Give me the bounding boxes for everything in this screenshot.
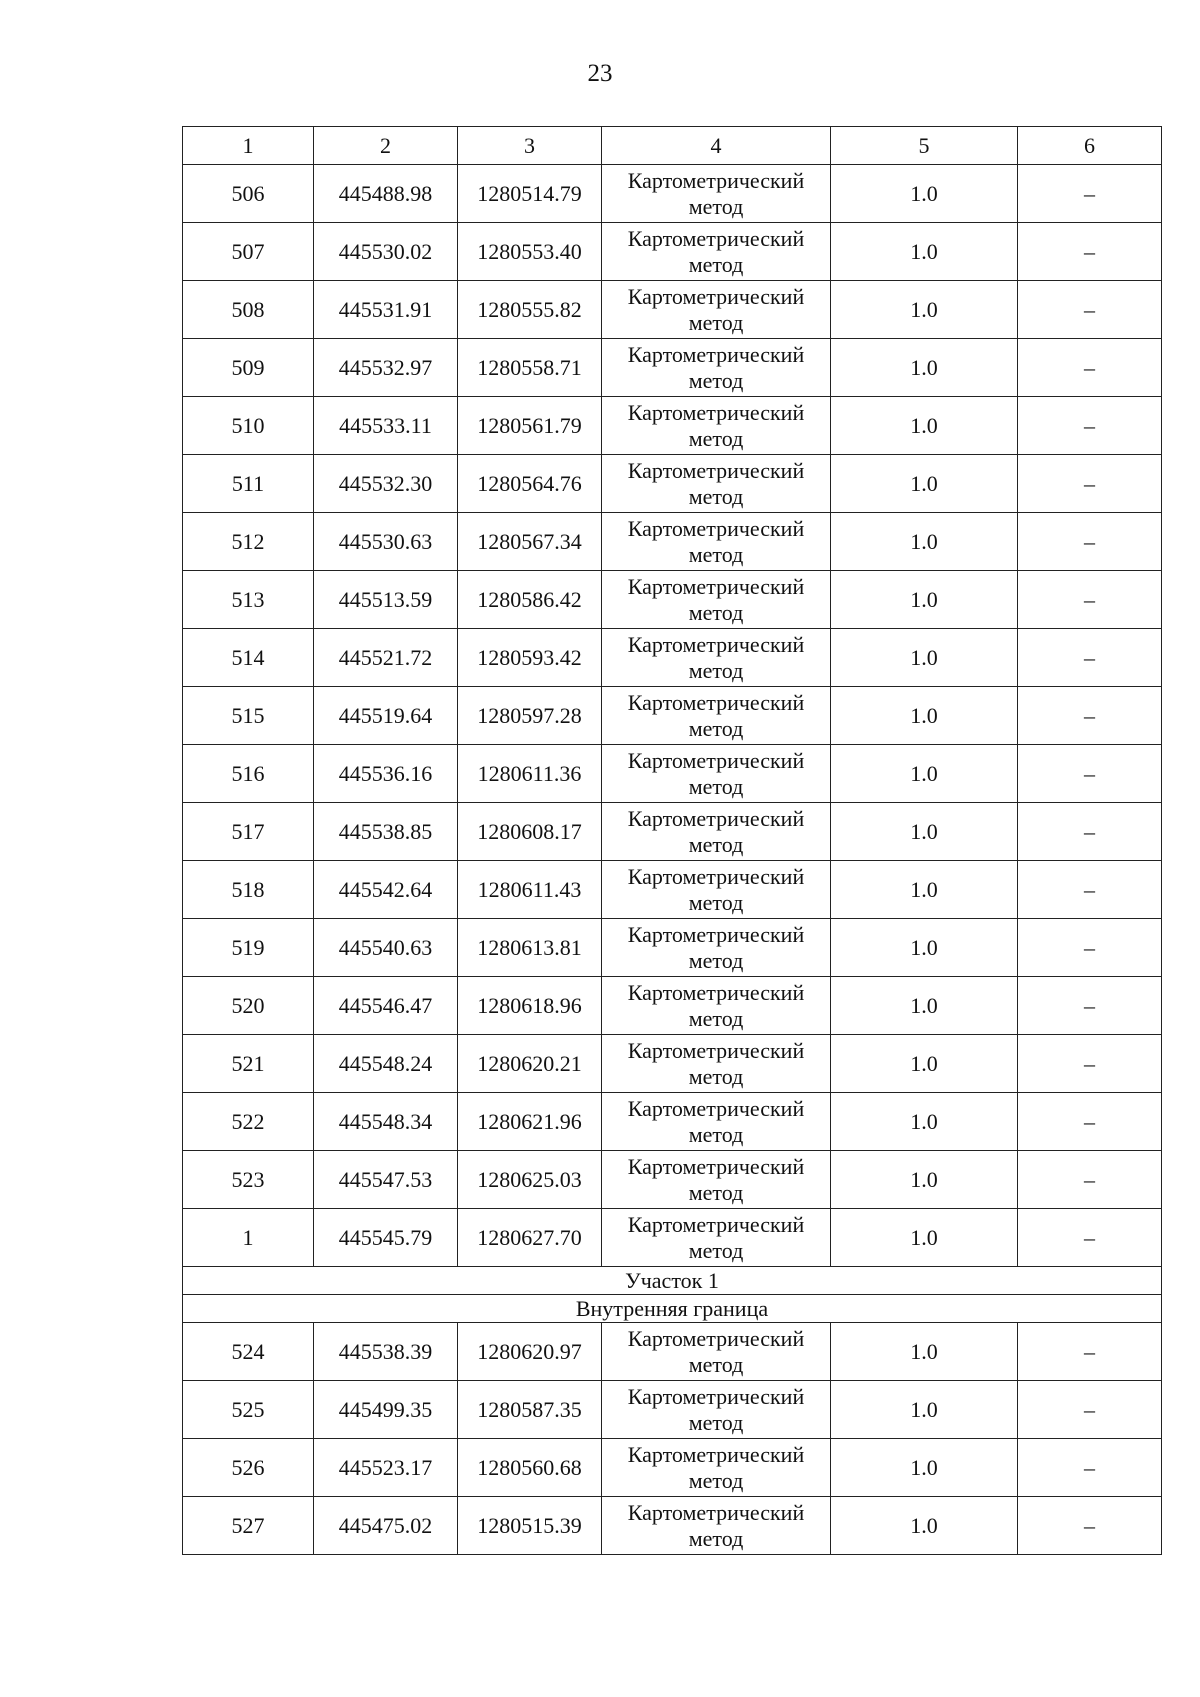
point-number: 527 bbox=[183, 1497, 314, 1555]
coordinate-x: 445521.72 bbox=[314, 629, 458, 687]
coordinate-x: 445548.24 bbox=[314, 1035, 458, 1093]
point-number: 522 bbox=[183, 1093, 314, 1151]
point-number: 1 bbox=[183, 1209, 314, 1267]
coordinate-y: 1280560.68 bbox=[458, 1439, 602, 1497]
coordinate-x: 445547.53 bbox=[314, 1151, 458, 1209]
method-line-1: Картометрический bbox=[627, 342, 805, 367]
note-value: – bbox=[1018, 861, 1162, 919]
coordinate-x: 445530.02 bbox=[314, 223, 458, 281]
method-line-2: метод bbox=[688, 832, 744, 857]
note-value: – bbox=[1018, 1323, 1162, 1381]
method-line-1: Картометрический bbox=[627, 516, 805, 541]
point-number: 512 bbox=[183, 513, 314, 571]
table-row bbox=[183, 223, 1162, 281]
column-header: 4 bbox=[602, 127, 831, 165]
column-header: 1 bbox=[183, 127, 314, 165]
note-value: – bbox=[1018, 455, 1162, 513]
accuracy-value: 1.0 bbox=[831, 1035, 1018, 1093]
coordinate-x: 445488.98 bbox=[314, 165, 458, 223]
accuracy-value: 1.0 bbox=[831, 1151, 1018, 1209]
method-line-2: метод bbox=[688, 1006, 744, 1031]
coordinate-x: 445499.35 bbox=[314, 1381, 458, 1439]
method-cell bbox=[602, 455, 831, 513]
coordinate-x: 445540.63 bbox=[314, 919, 458, 977]
coordinate-x: 445530.63 bbox=[314, 513, 458, 571]
method-line-1: Картометрический bbox=[627, 1442, 805, 1467]
method-line-1: Картометрический bbox=[627, 748, 805, 773]
method-cell bbox=[602, 1439, 831, 1497]
coordinate-y: 1280593.42 bbox=[458, 629, 602, 687]
note-value: – bbox=[1018, 1093, 1162, 1151]
table-row bbox=[183, 861, 1162, 919]
method-cell bbox=[602, 861, 831, 919]
note-value: – bbox=[1018, 1439, 1162, 1497]
method-cell bbox=[602, 803, 831, 861]
method-line-1: Картометрический bbox=[627, 226, 805, 251]
method-line-2: метод bbox=[688, 1064, 744, 1089]
point-number: 521 bbox=[183, 1035, 314, 1093]
note-value: – bbox=[1018, 1381, 1162, 1439]
coordinate-x: 445513.59 bbox=[314, 571, 458, 629]
note-value: – bbox=[1018, 1209, 1162, 1267]
accuracy-value: 1.0 bbox=[831, 629, 1018, 687]
table-row bbox=[183, 397, 1162, 455]
section-title-row bbox=[183, 1267, 1162, 1295]
column-header-row bbox=[183, 127, 1162, 165]
method-line-2: метод bbox=[688, 1526, 744, 1551]
point-number: 511 bbox=[183, 455, 314, 513]
coordinate-x: 445538.85 bbox=[314, 803, 458, 861]
coordinate-x: 445519.64 bbox=[314, 687, 458, 745]
method-line-2: метод bbox=[688, 542, 744, 567]
table-row bbox=[183, 629, 1162, 687]
method-line-1: Картометрический bbox=[627, 574, 805, 599]
note-value: – bbox=[1018, 745, 1162, 803]
method-line-2: метод bbox=[688, 948, 744, 973]
method-cell bbox=[602, 165, 831, 223]
point-number: 526 bbox=[183, 1439, 314, 1497]
note-value: – bbox=[1018, 1151, 1162, 1209]
method-cell bbox=[602, 339, 831, 397]
method-line-1: Картометрический bbox=[627, 1326, 805, 1351]
note-value: – bbox=[1018, 397, 1162, 455]
method-cell bbox=[602, 745, 831, 803]
method-line-2: метод bbox=[688, 1122, 744, 1147]
accuracy-value: 1.0 bbox=[831, 571, 1018, 629]
coordinate-x: 445533.11 bbox=[314, 397, 458, 455]
note-value: – bbox=[1018, 571, 1162, 629]
table-row bbox=[183, 1497, 1162, 1555]
method-cell bbox=[602, 919, 831, 977]
point-number: 525 bbox=[183, 1381, 314, 1439]
method-line-1: Картометрический bbox=[627, 1038, 805, 1063]
accuracy-value: 1.0 bbox=[831, 223, 1018, 281]
method-line-1: Картометрический bbox=[627, 806, 805, 831]
method-line-2: метод bbox=[688, 194, 744, 219]
method-line-2: метод bbox=[688, 716, 744, 741]
method-cell bbox=[602, 223, 831, 281]
coordinate-x: 445548.34 bbox=[314, 1093, 458, 1151]
method-line-2: метод bbox=[688, 600, 744, 625]
method-cell bbox=[602, 1381, 831, 1439]
note-value: – bbox=[1018, 1497, 1162, 1555]
method-line-1: Картометрический bbox=[627, 690, 805, 715]
method-line-2: метод bbox=[688, 1352, 744, 1377]
table-row bbox=[183, 1323, 1162, 1381]
note-value: – bbox=[1018, 629, 1162, 687]
method-line-1: Картометрический bbox=[627, 922, 805, 947]
section-subtitle: Внутренняя граница bbox=[183, 1295, 1162, 1323]
note-value: – bbox=[1018, 803, 1162, 861]
section-title: Участок 1 bbox=[183, 1267, 1162, 1295]
method-cell bbox=[602, 1035, 831, 1093]
accuracy-value: 1.0 bbox=[831, 165, 1018, 223]
method-cell bbox=[602, 1151, 831, 1209]
point-number: 513 bbox=[183, 571, 314, 629]
coordinate-x: 445475.02 bbox=[314, 1497, 458, 1555]
method-line-1: Картометрический bbox=[627, 400, 805, 425]
method-line-1: Картометрический bbox=[627, 864, 805, 889]
accuracy-value: 1.0 bbox=[831, 977, 1018, 1035]
coordinate-y: 1280587.35 bbox=[458, 1381, 602, 1439]
coordinate-y: 1280621.96 bbox=[458, 1093, 602, 1151]
accuracy-value: 1.0 bbox=[831, 281, 1018, 339]
coordinates-table bbox=[182, 126, 1162, 1555]
method-line-1: Картометрический bbox=[627, 1500, 805, 1525]
coordinate-x: 445538.39 bbox=[314, 1323, 458, 1381]
note-value: – bbox=[1018, 223, 1162, 281]
coordinate-x: 445532.30 bbox=[314, 455, 458, 513]
accuracy-value: 1.0 bbox=[831, 745, 1018, 803]
table-row bbox=[183, 1439, 1162, 1497]
point-number: 517 bbox=[183, 803, 314, 861]
accuracy-value: 1.0 bbox=[831, 861, 1018, 919]
coordinate-y: 1280627.70 bbox=[458, 1209, 602, 1267]
column-header: 5 bbox=[831, 127, 1018, 165]
accuracy-value: 1.0 bbox=[831, 397, 1018, 455]
accuracy-value: 1.0 bbox=[831, 919, 1018, 977]
point-number: 514 bbox=[183, 629, 314, 687]
coordinate-y: 1280608.17 bbox=[458, 803, 602, 861]
table-row bbox=[183, 1093, 1162, 1151]
method-line-2: метод bbox=[688, 484, 744, 509]
page-number: 23 bbox=[587, 60, 613, 87]
point-number: 524 bbox=[183, 1323, 314, 1381]
coordinate-y: 1280586.42 bbox=[458, 571, 602, 629]
coordinate-x: 445531.91 bbox=[314, 281, 458, 339]
accuracy-value: 1.0 bbox=[831, 1497, 1018, 1555]
method-line-2: метод bbox=[688, 426, 744, 451]
table-row bbox=[183, 1381, 1162, 1439]
point-number: 519 bbox=[183, 919, 314, 977]
point-number: 515 bbox=[183, 687, 314, 745]
method-line-2: метод bbox=[688, 658, 744, 683]
method-line-1: Картометрический bbox=[627, 1154, 805, 1179]
table-row bbox=[183, 513, 1162, 571]
accuracy-value: 1.0 bbox=[831, 455, 1018, 513]
accuracy-value: 1.0 bbox=[831, 1093, 1018, 1151]
coordinate-y: 1280561.79 bbox=[458, 397, 602, 455]
table-row bbox=[183, 165, 1162, 223]
coordinate-y: 1280618.96 bbox=[458, 977, 602, 1035]
method-cell bbox=[602, 1093, 831, 1151]
accuracy-value: 1.0 bbox=[831, 1439, 1018, 1497]
method-line-1: Картометрический bbox=[627, 1096, 805, 1121]
coordinate-x: 445523.17 bbox=[314, 1439, 458, 1497]
coordinate-y: 1280620.97 bbox=[458, 1323, 602, 1381]
method-line-1: Картометрический bbox=[627, 632, 805, 657]
method-cell bbox=[602, 571, 831, 629]
section-subtitle-row bbox=[183, 1295, 1162, 1323]
table-row bbox=[183, 687, 1162, 745]
method-cell bbox=[602, 1209, 831, 1267]
method-line-2: метод bbox=[688, 1468, 744, 1493]
note-value: – bbox=[1018, 339, 1162, 397]
note-value: – bbox=[1018, 281, 1162, 339]
point-number: 518 bbox=[183, 861, 314, 919]
coordinate-x: 445545.79 bbox=[314, 1209, 458, 1267]
method-line-1: Картометрический bbox=[627, 458, 805, 483]
point-number: 506 bbox=[183, 165, 314, 223]
table-row bbox=[183, 1035, 1162, 1093]
coordinate-y: 1280558.71 bbox=[458, 339, 602, 397]
accuracy-value: 1.0 bbox=[831, 339, 1018, 397]
coordinate-x: 445542.64 bbox=[314, 861, 458, 919]
coordinate-y: 1280553.40 bbox=[458, 223, 602, 281]
accuracy-value: 1.0 bbox=[831, 687, 1018, 745]
note-value: – bbox=[1018, 165, 1162, 223]
accuracy-value: 1.0 bbox=[831, 1323, 1018, 1381]
method-cell bbox=[602, 1323, 831, 1381]
table-row bbox=[183, 339, 1162, 397]
method-line-2: метод bbox=[688, 1180, 744, 1205]
coordinate-y: 1280620.21 bbox=[458, 1035, 602, 1093]
method-line-2: метод bbox=[688, 774, 744, 799]
method-cell bbox=[602, 281, 831, 339]
method-line-1: Картометрический bbox=[627, 284, 805, 309]
coordinate-y: 1280611.36 bbox=[458, 745, 602, 803]
column-header: 2 bbox=[314, 127, 458, 165]
method-cell bbox=[602, 397, 831, 455]
coordinate-y: 1280625.03 bbox=[458, 1151, 602, 1209]
point-number: 523 bbox=[183, 1151, 314, 1209]
point-number: 507 bbox=[183, 223, 314, 281]
method-cell bbox=[602, 629, 831, 687]
method-line-2: метод bbox=[688, 1238, 744, 1263]
table-row bbox=[183, 1209, 1162, 1267]
method-line-2: метод bbox=[688, 310, 744, 335]
coordinate-x: 445546.47 bbox=[314, 977, 458, 1035]
coordinate-y: 1280515.39 bbox=[458, 1497, 602, 1555]
accuracy-value: 1.0 bbox=[831, 513, 1018, 571]
point-number: 508 bbox=[183, 281, 314, 339]
coordinate-y: 1280564.76 bbox=[458, 455, 602, 513]
table-row bbox=[183, 571, 1162, 629]
column-header: 6 bbox=[1018, 127, 1162, 165]
point-number: 516 bbox=[183, 745, 314, 803]
method-cell bbox=[602, 977, 831, 1035]
method-line-1: Картометрический bbox=[627, 168, 805, 193]
table-row bbox=[183, 281, 1162, 339]
accuracy-value: 1.0 bbox=[831, 1381, 1018, 1439]
method-line-2: метод bbox=[688, 368, 744, 393]
method-line-1: Картометрический bbox=[627, 1212, 805, 1237]
note-value: – bbox=[1018, 687, 1162, 745]
method-cell bbox=[602, 1497, 831, 1555]
accuracy-value: 1.0 bbox=[831, 1209, 1018, 1267]
note-value: – bbox=[1018, 919, 1162, 977]
note-value: – bbox=[1018, 513, 1162, 571]
coordinate-y: 1280514.79 bbox=[458, 165, 602, 223]
table-row bbox=[183, 745, 1162, 803]
coordinate-x: 445536.16 bbox=[314, 745, 458, 803]
point-number: 509 bbox=[183, 339, 314, 397]
coordinate-y: 1280555.82 bbox=[458, 281, 602, 339]
method-line-2: метод bbox=[688, 1410, 744, 1435]
note-value: – bbox=[1018, 1035, 1162, 1093]
method-line-1: Картометрический bbox=[627, 980, 805, 1005]
coordinate-y: 1280597.28 bbox=[458, 687, 602, 745]
method-line-2: метод bbox=[688, 890, 744, 915]
table-row bbox=[183, 1151, 1162, 1209]
column-header: 3 bbox=[458, 127, 602, 165]
note-value: – bbox=[1018, 977, 1162, 1035]
coordinate-y: 1280567.34 bbox=[458, 513, 602, 571]
point-number: 510 bbox=[183, 397, 314, 455]
method-line-1: Картометрический bbox=[627, 1384, 805, 1409]
coordinate-x: 445532.97 bbox=[314, 339, 458, 397]
table-row bbox=[183, 977, 1162, 1035]
method-line-2: метод bbox=[688, 252, 744, 277]
method-cell bbox=[602, 513, 831, 571]
table-row bbox=[183, 919, 1162, 977]
coordinate-y: 1280613.81 bbox=[458, 919, 602, 977]
table-row bbox=[183, 803, 1162, 861]
table-row bbox=[183, 455, 1162, 513]
method-cell bbox=[602, 687, 831, 745]
accuracy-value: 1.0 bbox=[831, 803, 1018, 861]
point-number: 520 bbox=[183, 977, 314, 1035]
coordinate-y: 1280611.43 bbox=[458, 861, 602, 919]
